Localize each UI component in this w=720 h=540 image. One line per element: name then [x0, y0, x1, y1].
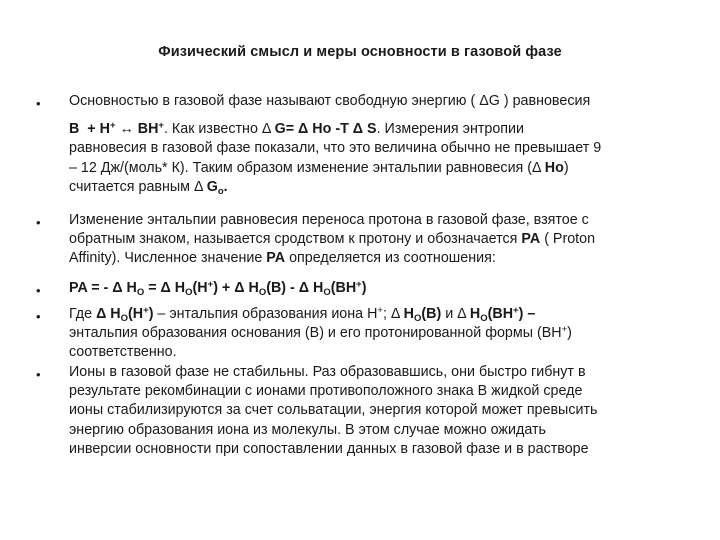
pa-symbol: PA [521, 231, 541, 248]
text-span: считается равным Δ [69, 178, 203, 195]
bullet-text [69, 363, 691, 459]
bullet-icon: • [36, 215, 41, 230]
slide-title: Физический смысл и меры основности в газовой фазе [158, 44, 562, 60]
bullet-text [69, 211, 691, 269]
pa-symbol: PA [266, 250, 286, 267]
text-line [69, 139, 691, 158]
text-line [69, 211, 691, 230]
text-span: . Измерения энтропии [376, 121, 525, 138]
text-line [69, 92, 691, 111]
text-line: соответственно. [69, 344, 177, 361]
text-span: ) [563, 159, 569, 176]
equation-base: B [69, 121, 80, 138]
gibbs-equation: G= Δ Ho -T Δ S [274, 121, 377, 138]
bullet-icon: • [36, 309, 41, 324]
text-line: ионы стабилизируются за счет сольватации, энергия которой может превысить [69, 402, 598, 419]
text-span: равновесия в газовой фазе показали, что это величина обычно не превышает 9 [69, 140, 602, 157]
text-span: – 12 Дж/(моль* К). Таким образом изменение энтальпии равновесия (Δ [69, 159, 541, 176]
text-line: энтальпия образования основания (B) и его протонированной формы (BH+) [69, 324, 572, 342]
text-line: Ионы в газовой фазе не стабильны. Раз образовавшись, они быстро гибнут в [69, 364, 586, 380]
text-span: определяется из соотношения: [285, 250, 496, 267]
text-line-equation [69, 120, 691, 139]
equation-product: ↔ BH+ [119, 120, 164, 138]
bullet-text [69, 279, 691, 298]
text-line [69, 178, 691, 197]
pa-formula: PA = - Δ $H_O = \Delta$ $H_O(H^+) + \Delta$ $H_O(B)$ - Δ $H_O(BH^+)$ [69, 279, 367, 298]
text-line [69, 159, 691, 178]
text-span: Основностью в газовой фазе называют свободную энергию ( ΔG ) равновесия [69, 93, 591, 109]
text-line: Где Δ $H_O(H^+)$ – энтальпия образования иона H+; Δ $H_O(B)$ и Δ $H_O(BH^+)$ – [69, 305, 536, 324]
bullet-icon: • [36, 96, 41, 111]
bullet-text [69, 92, 691, 197]
equation-proton: + H+ [87, 120, 116, 138]
text-span: . Как известно Δ [163, 121, 271, 138]
bullet-icon: • [36, 367, 41, 382]
bullet-icon: • [36, 283, 41, 298]
bullet-text [69, 305, 691, 363]
text-line: результате рекомбинации с ионами противоположного знака В жидкой среде [69, 383, 583, 400]
gibbs-symbol: $G_o$. [206, 178, 228, 197]
text-line: инверсии основности при сопоставлении данных в газовой фазе и в растворе [69, 440, 589, 457]
text-span: Изменение энтальпии равновесия переноса протона в газовой фазе, взятое с [69, 212, 589, 228]
text-span: обратным знаком, называется сродством к протону и обозначается [69, 231, 522, 248]
enthalpy-symbol: Ho [544, 159, 564, 176]
text-line: энергию образования иона из молекулы. В этом случае можно ожидать [69, 421, 546, 438]
text-span: Affinity). Численное значение [69, 250, 267, 267]
text-line [69, 230, 691, 249]
text-span: ( Proton [540, 231, 596, 248]
text-line [69, 249, 691, 268]
